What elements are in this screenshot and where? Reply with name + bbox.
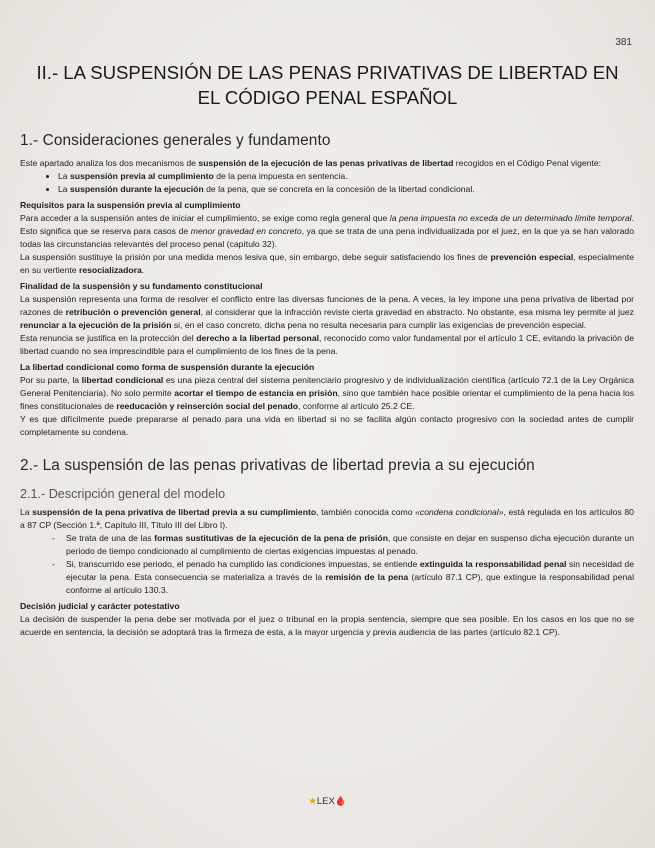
star-icon: ★ (308, 796, 317, 807)
page-number: 381 (615, 37, 632, 48)
section-2-heading: 2.- La suspensión de las penas privativas de libertad previa a su ejecución (20, 457, 535, 474)
list-item: • La suspensión previa al cumplimiento de la pena impuesta en sentencia. (58, 170, 634, 183)
paragraph: La suspensión de la pena privativa de libertad previa a su cumplimiento, también conocida como «condena condicional», está regulada en los artículos 80 a 87 CP (Sección 1.ª, Capítulo III, Título III del Libro I). (20, 507, 634, 530)
paragraph: La decisión de suspender la pena debe ser motivada por el juez o tribunal en la propia sentencia, siempre que sea posible. En los casos en los que no se acuerde en sentencia, la decisión se adoptará tras la firmeza de esta, a la mayor urgencia y previa audiencia de las partes (artículo 82.1 CP). (20, 614, 634, 637)
paragraph: Esta renuncia se justifica en la protección del derecho a la libertad personal, reconocido como valor fundamental por el artículo 1 CE, evitando la privación de libertad cuando no sea imprescindible para el cumplimiento de los fines de la pena. (20, 333, 635, 356)
paragraph: La suspensión representa una forma de resolver el conflicto entre las diversas funciones de la pena. A veces, la ley impone una pena privativa de libertad por razones de retribución o prevención general, al considerar que la infracción reviste cierta gravedad en abstracto. No obstante, esa misma ley permite al juez renunciar a la ejecución de la prisión si, en el caso concreto, dicha pena no resulta necesaria para cumplir las exigencias de prevención especial. (20, 294, 634, 330)
list-item: - Se trata de una de las formas sustitutivas de la ejecución de la pena de prisión, que consiste en dejar en suspenso dicha ejecución durante un periodo de tiempo condicionado al cumplimiento de ciertas exigencias impuestas al penado. (66, 532, 634, 558)
list-item: • La suspensión durante la ejecución de la pena, que se concreta en la concesión de la libertad condicional. (58, 183, 634, 196)
subheading-libertad-condicional: La libertad condicional como forma de suspensión durante la ejecución (20, 362, 315, 372)
dash-list (20, 532, 634, 597)
footer-logo (0, 796, 655, 807)
drop-icon: 🩸 (334, 796, 347, 807)
paragraph: Y es que difícilmente puede prepararse al penado para una vida en libertad si no se facilita algún contacto progresivo con la sociedad antes de cumplir completamente su condena. (20, 414, 634, 437)
section-1-intro: Este apartado analiza los dos mecanismos de suspensión de la ejecución de las penas privativas de libertad recogidos en el Código Penal vigente: (20, 158, 602, 168)
subheading-finalidad: Finalidad de la suspensión y su fundamento constitucional (20, 281, 263, 291)
paragraph: Por su parte, la libertad condicional es una pieza central del sistema penitenciario progresivo y de individualización científica (artículo 72.1 de la Ley Orgánica General Penitenciaria). No solo permite acortar el tiempo de estancia en prisión, sino que también hace posible orientar el cumplimiento de la pena hacia los fines constitucionales de reeducación y reinserción social del penado, conforme al artículo 25.2 CE. (20, 375, 635, 411)
logo-text: LEX (316, 796, 335, 807)
content (20, 132, 634, 639)
title-line-2: EL CÓDIGO PENAL ESPAÑOL (197, 87, 458, 108)
paragraph: La suspensión sustituye la prisión por una medida menos lesiva que, sin embargo, debe seguir satisfaciendo los fines de prevención especial, especialmente en su vertiente resocializadora. (20, 252, 634, 275)
subheading-requisitos: Requisitos para la suspensión previa al cumplimiento (20, 200, 241, 210)
bullet-list (20, 170, 634, 196)
title-line-1: II.- LA SUSPENSIÓN DE LAS PENAS PRIVATIVAS DE LIBERTAD EN (36, 62, 619, 83)
list-item: - Si, transcurrido ese periodo, el penado ha cumplido las condiciones impuestas, se entiende extinguida la responsabilidad penal sin necesidad de ejecutar la pena. Esta consecuencia se materializa a través de la remisión de la pena (artículo 87.1 CP), que extingue la responsabilidad penal conforme al artículo 130.3. (66, 558, 634, 597)
subheading-decision-judicial: Decisión judicial y carácter potestativo (20, 601, 180, 611)
page-title (20, 60, 635, 110)
section-1-heading: 1.- Consideraciones generales y fundamento (20, 132, 331, 149)
paragraph: Para acceder a la suspensión antes de iniciar el cumplimiento, se exige como regla general que la pena impuesta no exceda de un determinado límite temporal. Esto significa que se reserva para casos de menor gravedad en concreto, ya que se trata de una pena individualizada por el juez, en la que ya se han valorado todas las circunstancias relevantes del proceso penal (capítulo 32). (20, 213, 634, 249)
section-2-1-heading: 2.1.- Descripción general del modelo (20, 487, 226, 501)
